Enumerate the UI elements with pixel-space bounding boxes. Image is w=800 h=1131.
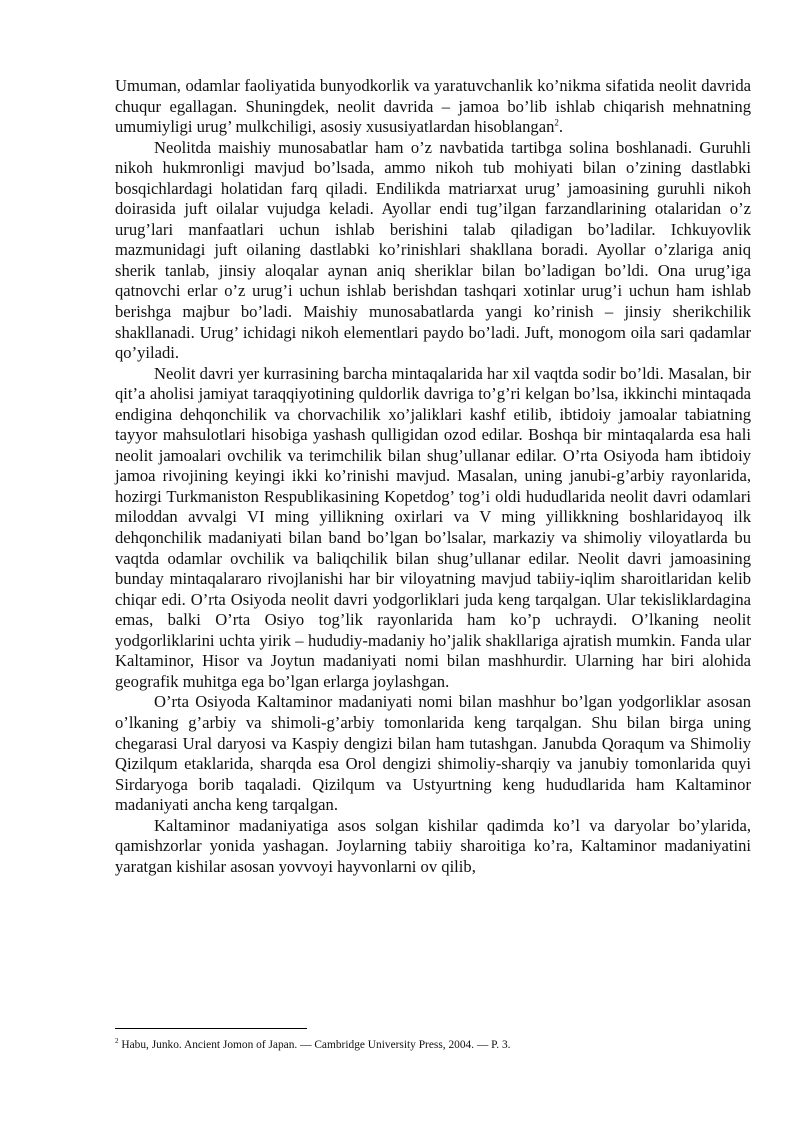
paragraph-3: Neolit davri yer kurrasining barcha mintaqalarida har xil vaqtda sodir bo’ldi. Masalan, bir qit’a aholisi jamiyat taraqqiyotining quldorlik davriga to’g’ri kelgan bo’lsa, ikkinchi mintaqada endigina dehqonchilik va chorvachilik xo’jaliklari kashf etilib, ibtidoiy jamoalar tabiatning tayyor mahsulotlari hisobiga yashash qulligidan ozod edilar. Boshqa bir mintaqalarda esa hali neolit jamoalari ovchilik va terimchilik bilan shug’ullanar edilar. O’rta Osiyoda ham ibtidoiy jamoa rivojining keyingi ikki ko’rinishi mavjud. Masalan, uning janubi-g’arbiy rayonlarida, hozirgi Turkmaniston Respublikasining Kopetdog’ tog’i oldi hududlarida neolit davri odamlari miloddan avvalgi VI ming yillikning oxirlari va V ming yillikkning boshlaridayoq ilk dehqonchilik madaniyati bilan band bo’lgan bo’lsalar, markaziy va shimoliy viloyatlarda bu vaqtda odamlar ovchilik va baliqchilik bilan shug’ullanar edilar. Neolit davri jamoasining bunday mintaqalararo rivojlanishi har bir viloyatning mavjud tabiiy-iqlim sharoitlaridan kelib chiqar edi. O’rta Osiyoda neolit davri yodgorliklari juda keng tarqalgan. Ular tekisliklardagina emas, balki O’rta Osiyo tog’lik rayonlarida ham ko’p uchraydi. O’lkaning neolit yodgorliklarini uchta yirik – hududiy-madaniy ho’jalik shakllariga ajratish mumkin. Fanda ular Kaltaminor, Hisor va Joytun madaniyati nomi bilan mashhurdir. Ularning har biri alohida geografik muhitga ega bo’lgan erlarga joylashgan. <box>115 363 751 691</box>
paragraph-1 <box>115 76 751 138</box>
footnote-separator <box>115 1028 307 1029</box>
paragraph-1-end: . <box>558 117 564 137</box>
footnote-text: Habu, Junko. Ancient Jomon of Japan. — Cambridge University Press, 2004. — P. 3. <box>118 1039 511 1051</box>
footnote-reference[interactable]: 2 <box>554 117 559 128</box>
paragraph-2: Neolitda maishiy munosabatlar ham o’z navbatida tartibga solina boshlanadi. Guruhli nikoh hukmronligi mavjud bo’lsada, ammo nikoh tub mohiyati bilan o’zining dastlabki bosqichlardagi holatidan farq qiladi. Endilikda matriarxat urug’ jamoasining guruhli nikoh doirasida juft oilalar vujudga keladi. Ayollar endi tug’ilgan farzandlarining otalaridan o’z urug’lari manfaatlari uchun ishlab berishini talab qiladigan bo’ladilar. Ichkuyovlik mazmunidagi juft oilaning dastlabki ko’rinishlari shakllana boradi. Ayollar o’zlariga aniq sherik tanlab, jinsiy aloqalar aynan aniq sheriklar bilan bo’ladigan bo’ldi. Ona urug’iga qatnovchi erlar o’z urug’i uchun ishlab berishdan tashqari xotinlar urug’i uchun ham ishlab berishga majbur bo’ladi. Maishiy munosabatlarda yangi ko’rinish – jinsiy sherikchilik shakllanadi. Urug’ ichidagi nikoh elementlari paydo bo’ladi. Juft, monogom oila sari qadamlar qo’yiladi. <box>115 137 751 363</box>
paragraph-4: O’rta Osiyoda Kaltaminor madaniyati nomi bilan mashhur bo’lgan yodgorliklar asosan o’lkaning g’arbiy va shimoli-g’arbiy tomonlarida keng tarqalgan. Shu bilan birga uning chegarasi Ural daryosi va Kaspiy dengizi bilan ham tutashgan. Janubda Qoraqum va Shimoliy Qizilqum etaklarida, sharqda esa Orol dengizi shimoliy-sharqiy va janubiy tomonlarida quyi Sirdaryoga borib taqaladi. Qizilqum va Ustyurtning keng hududlarida ham Kaltaminor madaniyati ancha keng tarqalgan. <box>115 692 751 815</box>
footnote <box>115 1038 751 1052</box>
footnote-number: 2 <box>115 1037 119 1046</box>
paragraph-1-text: Umuman, odamlar faoliyatida bunyodkorlik va yaratuvchanlik ko’nikma sifatida neolit davrida chuqur egallagan. Shuningdek, neolit davrida – jamoa bo’lib ishlab chiqarish mehnatning umumiyligi urug’ mulkchiligi, asosiy xususiyatlardan hisoblangan <box>115 76 751 137</box>
paragraph-5: Kaltaminor madaniyatiga asos solgan kishilar qadimda ko’l va daryolar bo’ylarida, qamishzorlar yonida yashagan. Joylarning tabiiy sharoitiga ko’ra, Kaltaminor madaniyatini yaratgan kishilar asosan yovvoyi hayvonlarni ov qilib, <box>115 815 751 876</box>
document-body <box>115 76 751 877</box>
